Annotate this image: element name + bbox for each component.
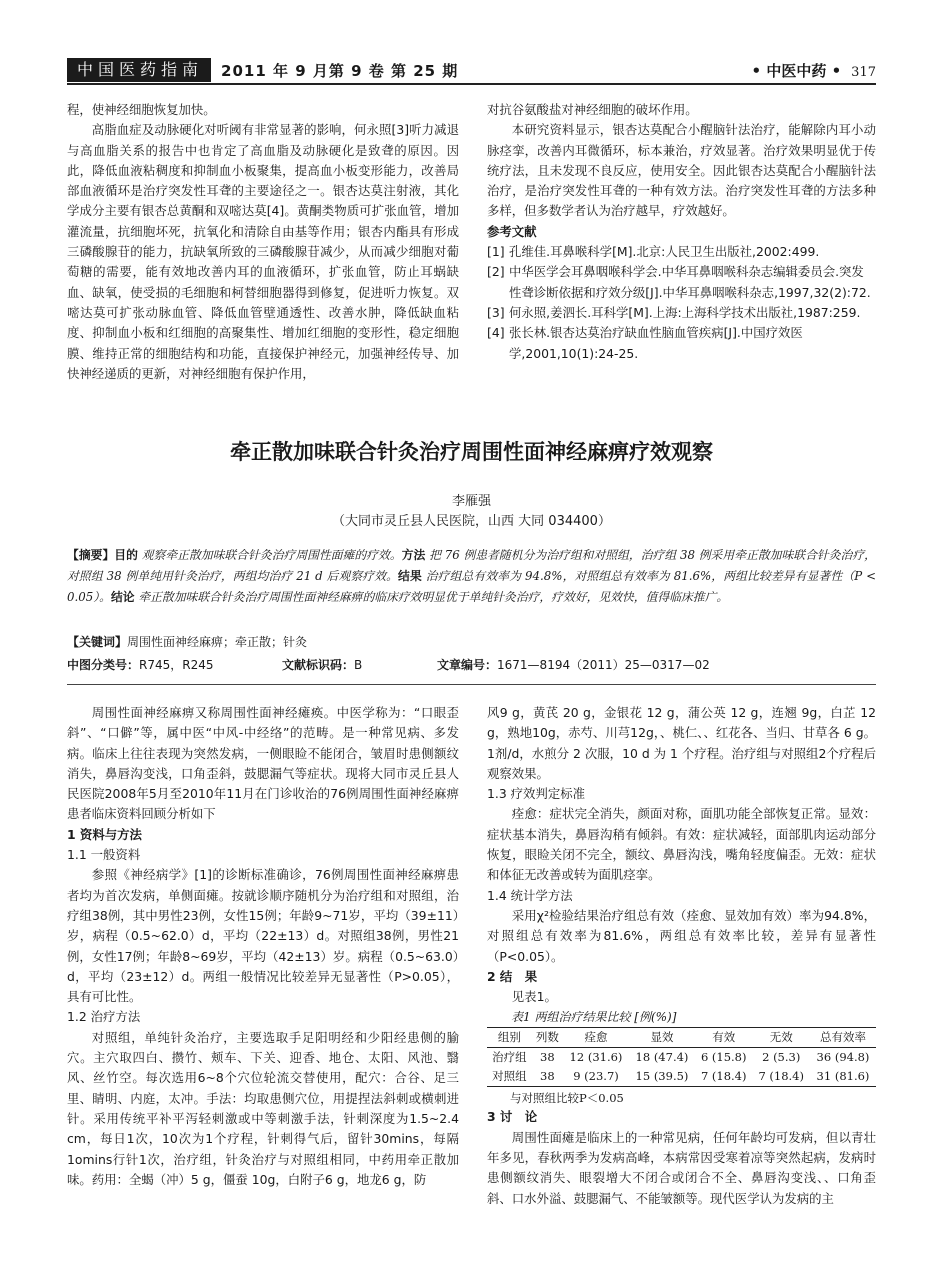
- paragraph: 风9 g，黄芪 20 g，金银花 12 g，蒲公英 12 g，连翘 9g，白芷 12 g，熟地10g，赤芍、川芎12g，、桃仁、、红花各、当归、甘草各 6 g。1剂/d，水煎分 2 次服，10 d 为 1 个疗程。治疗组与对照组2个疗程后观察效果。: [487, 705, 876, 781]
- table-header-cell: 有效: [695, 1028, 753, 1048]
- reference-text: 何永照,姜泗长.耳科学[M].上海:上海科学技术出版社,1987:259.: [509, 304, 861, 320]
- page-number: 317: [851, 65, 876, 80]
- article-no-label: 文章编号：: [437, 658, 498, 672]
- table-note: 与对照组比较P＜0.05: [510, 1091, 624, 1106]
- reference-number: [1]: [487, 244, 505, 260]
- reference-item: [487, 303, 876, 323]
- references-title: 参考文献: [487, 223, 537, 239]
- table-row: [487, 1048, 876, 1068]
- article-title: 牵正散加味联合针灸治疗周围性面神经麻痹疗效观察: [230, 440, 713, 464]
- classification-line: [67, 656, 876, 673]
- header-rule: [67, 83, 876, 85]
- results-table: [487, 1027, 876, 1087]
- table-cell: 15 (39.5): [629, 1067, 695, 1087]
- table-header-cell: 显效: [629, 1028, 695, 1048]
- table-cell: 12 (31.6): [569, 1050, 623, 1065]
- page-header: [67, 58, 458, 82]
- abstract-result: 治疗组总有效率为 94.8%，对照组总有效率为 81.6%，两组比较差异有显著性（P < 0.05）。: [67, 569, 877, 604]
- subsection-heading: 1.1 一般资料: [67, 847, 141, 863]
- paragraph: 对照组，单纯针灸治疗，主要选取手足阳明经和少阳经患侧的腧穴。主穴取四白、攒竹、颊车、下关、迎香、地仓、太阳、风池、翳风、丝竹空。每次选用6~8个穴位轮流交替使用，配穴：合谷、足三里、睛明、内庭，太冲。手法：均取患侧穴位，用提捏法斜刺或横刺进针。采用传统平补平泻轻刺激或中等刺激手法，针刺深度为1.5~2.4 cm，每日1次，10次为1个疗程，针刺得气后，留针30mins，每隔1omins行针1次，治疗组，针灸治疗与对照组相同，中药用牵正散加味。药用：全蝎（冲）5 g，僵蚕 10g，白附子6 g，地龙6 g，防: [67, 1029, 459, 1187]
- section-label: [752, 60, 876, 81]
- subsection-heading: 1.4 统计学方法: [487, 887, 573, 903]
- reference-text: 孔维佳.耳鼻喉科学[M].北京:人民卫生出版社,2002:499.: [509, 244, 820, 260]
- table-cell: 2 (5.3): [762, 1050, 801, 1065]
- conclusion-label: 结论: [110, 590, 135, 604]
- prev-article-right-column: [487, 100, 876, 364]
- method-label: 方法: [401, 548, 426, 562]
- reference-number: [2]: [487, 264, 505, 280]
- objective-label: 目的: [114, 548, 138, 562]
- reference-text: 张长林.银杏达莫治疗缺血性脑血管疾病[J].中国疗效医学,2001,10(1):24-25.: [509, 325, 803, 361]
- prev-article-left-column: [67, 100, 459, 384]
- table-cell: 36 (94.8): [816, 1050, 870, 1065]
- result-label: 结果: [398, 569, 422, 583]
- table-cell: 对照组: [487, 1067, 532, 1087]
- table-header-cell: 组别: [487, 1028, 532, 1048]
- table-cell: 治疗组: [492, 1050, 527, 1065]
- paragraph: 见表1。: [511, 989, 557, 1005]
- discussion-text: 周围性面瘫是临床上的一种常见病，任何年龄均可发病，但以青壮年多见，春秋两季为发病高峰，本病常因受寒着凉等突然起病，发病时患侧额纹消失、眼裂增大不闭合或闭合不全、鼻唇沟变浅、、口角歪斜、口水外溢、鼓腮漏气、不能皱额等。现代医学认为发病的主: [487, 1129, 876, 1206]
- keywords-label: 【关键词】: [67, 635, 128, 649]
- paragraph: 高脂血症及动脉硬化对听阈有非常显著的影响，何永照[3]听力减退与高血脂关系的报告中也肯定了高血脂及动脉硬化是致聋的原因。因此，降低血液粘稠度和抑制血小板聚集，提高血小板变形能力，改善局部血液循环是治疗突发性耳聋的主要途径之一。银杏达莫注射液，其化学成分主要有银杏总黄酮和双嘧达莫[4]。黄酮类物质可扩张血管，增加灌流量，抗细胞坏死，抗氧化和清除自由基等作用；银杏内酯具有形成三磷酸腺苷的能力，抗缺氧所致的三磷酸腺苷减少，从而减少细胞对葡萄糖的需要，能有效地改善内耳的血液循环，扩张血管，防止耳蜗缺血、缺氧，使受损的毛细胞和柯替细胞器得到修复，促进听力恢复。双嘧达莫可扩张动脉血管、降低血管壁通透性、改善水肿，降低缺血粘度、抑制血小板和红细胞的高聚集性、增加红细胞的变形性，稳定细胞膜、维持正常的细胞结构和功能，直接保护神经元，加强神经传导、加快神经递质的更新，对神经细胞有保护作用，: [67, 122, 459, 381]
- article-left-column: [67, 703, 459, 1190]
- section-heading: 1 资料与方法: [67, 826, 142, 842]
- abstract-rule: [67, 684, 876, 685]
- table-cell: 38: [540, 1050, 555, 1065]
- abstract-method: 把 76 例患者随机分为治疗组和对照组，治疗组 38 例采用牵正散加味联合针灸治疗，对照组 38 例单纯用针灸治疗，两组均治疗 21 d 后观察疗效。: [67, 548, 876, 583]
- reference-item: [487, 323, 876, 364]
- reference-item: [487, 262, 876, 303]
- abstract: [67, 545, 876, 608]
- subsection-heading: 1.2 治疗方法: [67, 1009, 141, 1025]
- issue-info: 2011 年 9 月第 9 卷 第 25 期: [221, 61, 459, 80]
- table-header-row: [487, 1028, 876, 1048]
- abstract-label: 【摘要】: [67, 548, 115, 562]
- section-heading: 2 结 果: [487, 968, 538, 984]
- section-name: • 中医中药 •: [751, 62, 842, 80]
- table-row: [487, 1067, 876, 1087]
- abstract-conclusion: 牵正散加味联合针灸治疗周围性面神经麻痹的临床疗效明显优于单纯针灸治疗，疗效好，见效快，值得临床推广。: [138, 590, 729, 604]
- article-right-blocks: [487, 703, 876, 1007]
- clc-value: R745，R245: [139, 658, 214, 672]
- table-cell: 9 (23.7): [563, 1067, 629, 1087]
- reference-list: [487, 242, 876, 364]
- paragraph: 参照《神经病学》[1]的诊断标准确诊，76例周围性面神经麻痹患者均为首次发病，单侧面瘫。按就诊顺序随机分为治疗组和对照组，治疗组38例，其中男性23例，女性15例；年龄9~71岁，平均（39±11）岁，病程（0.5~62.0）d，平均（22±13）d。对照组38例，男性21例，女性17例；年龄8~69岁，平均（42±13）岁。病程（0.5~63.0）d，平均（23±12）d。两组一般情况比较差异无显著性（P>0.05），具有可比性。: [67, 867, 459, 1005]
- table-cell: 7 (18.4): [695, 1067, 753, 1087]
- paragraph: 采用χ²检验结果治疗组总有效（痊愈、显效加有效）率为94.8%，对照组总有效率为81.6%，两组总有效率比较，差异有显著性（P<0.05）。: [487, 907, 876, 964]
- table-header-cell: 痊愈: [563, 1028, 629, 1048]
- journal-name: 中国医药指南: [67, 58, 211, 82]
- table-cell: 38: [532, 1067, 563, 1087]
- subsection-heading: 1.3 疗效判定标准: [487, 786, 585, 802]
- table-cell: 7 (18.4): [752, 1067, 810, 1087]
- paragraph: 周围性面神经麻痹又称周围性面神经瘫痪。中医学称为：“口眼歪斜”、“口僻”等，属中医“中风-中经络”的范畴。是一种常见病、多发病。临床上往往表现为突然发病，一侧眼睑不能闭合，皱眉时患侧额纹消失，鼻唇沟变浅，口角歪斜，鼓腮漏气等症状。现将大同市灵丘县人民医院2008年5月至2010年11月在门诊收治的76例周围性面神经麻痹患者临床资料回顾分析如下: [67, 705, 459, 822]
- prev-right-paragraphs: [487, 100, 876, 222]
- paragraph: 本研究资料显示，银杏达莫配合小醒脑针法治疗，能解除内耳小动脉痉挛，改善内耳微循环，标本兼治，疗效显著。治疗效果明显优于传统疗法，且未发现不良反应，使用安全。因此银杏达莫配合小醒脑针法治疗，是治疗突发性耳聋的一种有效方法。治疗突发性耳聋的方法多种多样，但多数学者认为治疗越早，疗效越好。: [487, 122, 876, 219]
- discussion-title: 3 讨 论: [487, 1109, 538, 1125]
- doc-code-value: B: [354, 658, 363, 672]
- table-cell: 31 (81.6): [810, 1067, 876, 1087]
- table-cell: 18 (47.4): [635, 1050, 689, 1065]
- keywords: [67, 633, 307, 650]
- clc-label: 中图分类号：: [67, 658, 140, 672]
- table-header-cell: 总有效率: [810, 1028, 876, 1048]
- reference-number: [4]: [487, 325, 505, 341]
- article-author: 李雁强: [451, 494, 491, 509]
- paragraph: 痊愈：症状完全消失，颜面对称，面肌功能全部恢复正常。显效：症状基本消失，鼻唇沟稍有倾斜。有效：症状减轻，面部肌肉运动部分恢复，眼睑关闭不完全，额纹、鼻唇沟浅，嘴角轻度偏歪。无效：症状和体征无改善或转为面肌痉挛。: [487, 806, 876, 883]
- reference-item: [487, 242, 876, 262]
- abstract-objective: 观察牵正散加味联合针灸治疗周围性面瘫的疗效。: [141, 548, 402, 562]
- doc-code-label: 文献标识码：: [282, 658, 355, 672]
- reference-number: [3]: [487, 304, 505, 320]
- article-no-value: 1671—8194（2011）25—0317—02: [497, 658, 710, 672]
- article-right-column: [487, 703, 876, 1209]
- table-caption: 表1 两组治疗结果比较 [例(%)]: [511, 1010, 677, 1025]
- paragraph: 对抗谷氨酸盐对神经细胞的破坏作用。: [487, 102, 698, 117]
- article-affiliation: （大同市灵丘县人民医院，山西 大同 034400）: [332, 514, 611, 529]
- table-cell: 6 (15.8): [700, 1050, 747, 1065]
- table-header-cell: 无效: [752, 1028, 810, 1048]
- table-header-cell: 列数: [532, 1028, 563, 1048]
- paragraph: 程，使神经细胞恢复加快。: [67, 102, 216, 117]
- keywords-text: 周围性面神经麻痹；牵正散；针灸: [127, 635, 308, 649]
- reference-text: 中华医学会耳鼻咽喉科学会.中华耳鼻咽喉科杂志编辑委员会.突发性聋诊断依据和疗效分级[J].中华耳鼻咽喉科杂志,1997,32(2):72.: [509, 264, 871, 300]
- table-body: [487, 1048, 876, 1087]
